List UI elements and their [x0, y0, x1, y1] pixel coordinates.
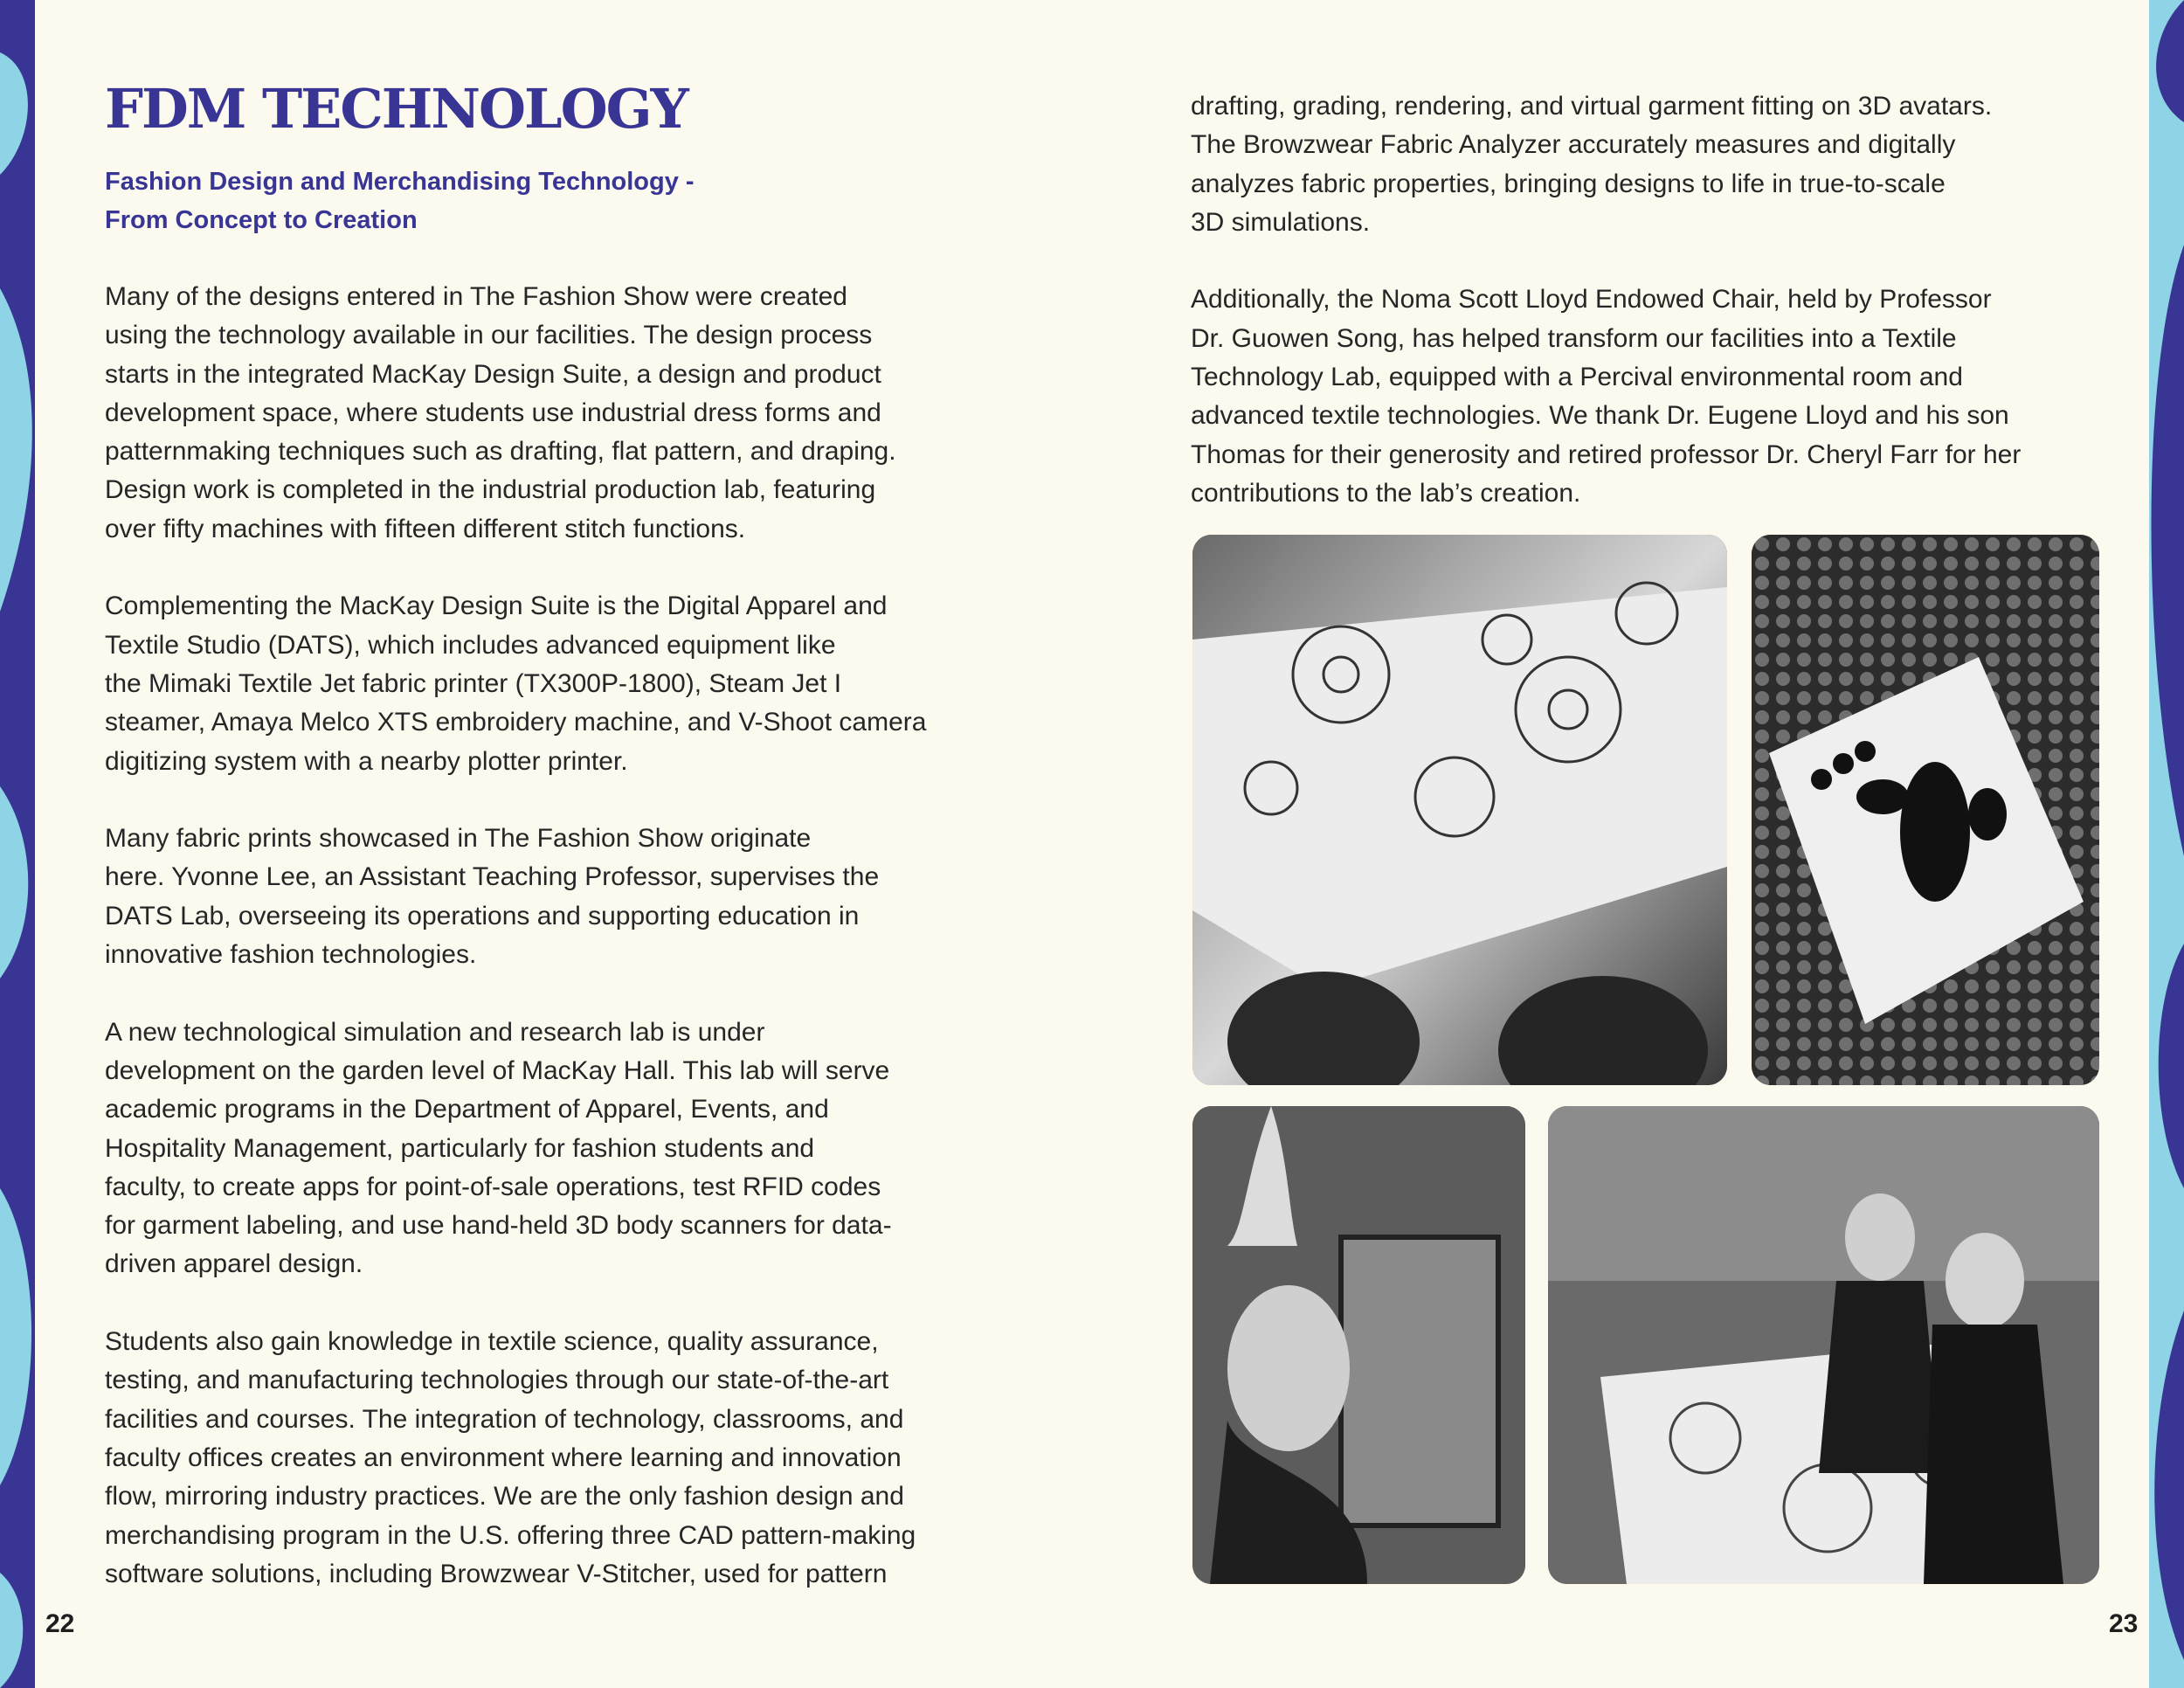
- photo-laser-cut-stencil: [1752, 535, 2099, 1085]
- text-line: Additionally, the Noma Scott Lloyd Endowed Chair, held by Professor: [1191, 285, 1992, 315]
- text-line: testing, and manufacturing technologies through our state-of-the-art: [105, 1366, 889, 1395]
- text-line: innovative fashion technologies.: [105, 940, 477, 970]
- text-line: contributions to the lab’s creation.: [1191, 478, 1581, 508]
- text-line: faculty offices creates an environment where learning and innovation: [105, 1442, 902, 1472]
- text-line: facilities and courses. The integration of technology, classrooms, and: [105, 1404, 904, 1434]
- page-number-right: 23: [2109, 1609, 2139, 1638]
- text-line: Hospitality Management, particularly for fashion students and: [105, 1133, 815, 1163]
- text-line: starts in the integrated MacKay Design Suite, a design and product: [105, 359, 881, 389]
- photo-floral-fabric-print: [1192, 535, 1727, 1085]
- left-column-text: [105, 278, 978, 1632]
- paragraph-5: [105, 1323, 978, 1594]
- text-line: development space, where students use industrial dress forms and: [105, 398, 881, 427]
- page-number-left: 22: [45, 1609, 75, 1638]
- text-line: patternmaking techniques such as drafting, flat pattern, and draping.: [105, 437, 896, 467]
- paragraph-1: [105, 278, 978, 549]
- text-line: Dr. Guowen Song, has helped transform our facilities into a Textile: [1191, 323, 1957, 353]
- text-line: here. Yvonne Lee, an Assistant Teaching Professor, supervises the: [105, 862, 880, 892]
- text-line: Thomas for their generosity and retired professor Dr. Cheryl Farr for her: [1191, 439, 2022, 469]
- text-line: A new technological simulation and research lab is under: [105, 1017, 765, 1047]
- paragraph-lloyd-chair: [1191, 280, 2117, 513]
- text-line: faculty, to create apps for point-of-sale operations, test RFID codes: [105, 1172, 881, 1201]
- text-line: merchandising program in the U.S. offering three CAD pattern-making: [105, 1520, 916, 1550]
- text-line: 3D simulations.: [1191, 207, 1371, 237]
- text-line: DATS Lab, overseeing its operations and supporting education in: [105, 901, 860, 930]
- text-line: Students also gain knowledge in textile science, quality assurance,: [105, 1327, 879, 1357]
- text-line: drafting, grading, rendering, and virtual garment fitting on 3D avatars.: [1191, 92, 1993, 121]
- photo-student-at-machine: [1192, 1106, 1525, 1584]
- text-line: Design work is completed in the industrial production lab, featuring: [105, 475, 876, 505]
- text-line: Textile Studio (DATS), which includes advanced equipment like: [105, 630, 836, 660]
- text-line: advanced textile technologies. We thank Dr. Eugene Lloyd and his son: [1191, 401, 2009, 431]
- paragraph-4: [105, 1013, 978, 1284]
- text-line: Complementing the MacKay Design Suite is the Digital Apparel and: [105, 591, 888, 621]
- text-line: steamer, Amaya Melco XTS embroidery machine, and V-Shoot camera: [105, 708, 927, 737]
- subtitle-line-2: From Concept to Creation: [105, 206, 418, 234]
- text-line: The Browzwear Fabric Analyzer accurately measures and digitally: [1191, 130, 1956, 160]
- right-column-text: [1191, 87, 2117, 552]
- text-line: flow, mirroring industry practices. We are the only fashion design and: [105, 1482, 904, 1512]
- page-title: FDM TECHNOLOGY: [105, 77, 688, 141]
- paragraph-2: [105, 587, 978, 780]
- text-line: software solutions, including Browzwear V-Stitcher, used for pattern: [105, 1559, 888, 1588]
- subtitle-line-1: Fashion Design and Merchandising Technology -: [105, 168, 695, 196]
- text-line: Many fabric prints showcased in The Fashion Show originate: [105, 824, 812, 854]
- text-line: over fifty machines with fifteen different stitch functions.: [105, 514, 746, 543]
- photo-students-inspecting-fabric: [1548, 1106, 2099, 1584]
- page-subtitle: [105, 163, 695, 239]
- text-line: digitizing system with a nearby plotter printer.: [105, 746, 628, 776]
- text-line: using the technology available in our facilities. The design process: [105, 321, 873, 350]
- text-line: development on the garden level of MacKay Hall. This lab will serve: [105, 1055, 890, 1085]
- text-line: Technology Lab, equipped with a Percival environmental room and: [1191, 363, 1963, 392]
- text-line: driven apparel design.: [105, 1249, 363, 1279]
- paragraph-3: [105, 820, 978, 974]
- text-line: the Mimaki Textile Jet fabric printer (TX300P-1800), Steam Jet I: [105, 668, 842, 698]
- text-line: for garment labeling, and use hand-held 3D body scanners for data-: [105, 1211, 892, 1241]
- text-line: Many of the designs entered in The Fashion Show were created: [105, 282, 847, 311]
- text-line: academic programs in the Department of Apparel, Events, and: [105, 1095, 829, 1124]
- text-line: analyzes fabric properties, bringing designs to life in true-to-scale: [1191, 169, 1946, 198]
- paragraph-continued: [1191, 87, 2117, 242]
